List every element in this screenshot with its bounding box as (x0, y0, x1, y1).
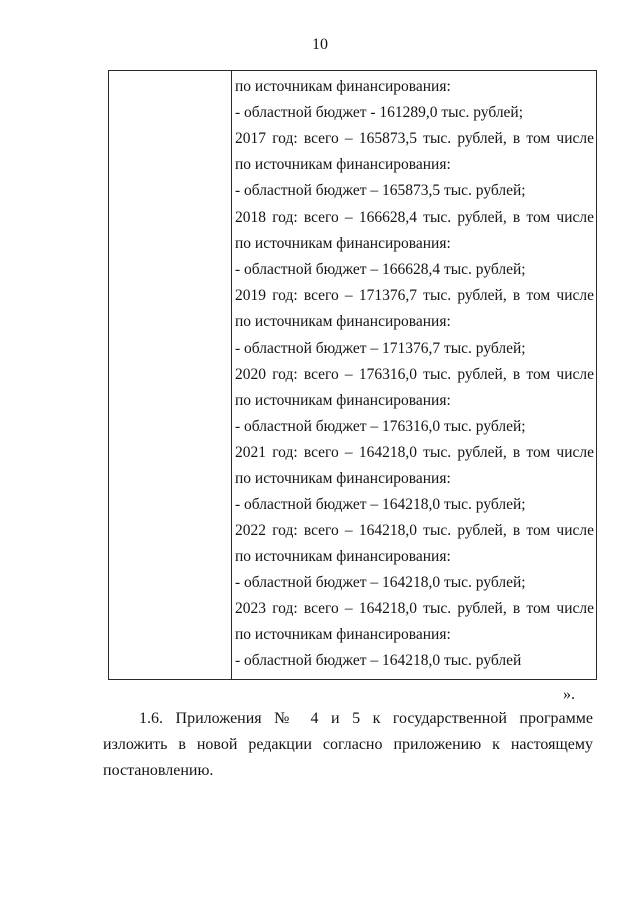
table-line: - областной бюджет – 165873,5 тыс. рублей; (235, 182, 526, 199)
table-line: по источникам финансирования: (235, 392, 451, 409)
table-line: по источникам финансирования: (235, 548, 451, 565)
table-line: - областной бюджет – 164218,0 тыс. рублей (235, 652, 522, 669)
table-left-cell (109, 71, 232, 679)
table-line: по источникам финансирования: (235, 156, 451, 173)
table-line: по источникам финансирования: (235, 626, 451, 643)
table-line: по источникам финансирования: (235, 78, 451, 95)
table-line: 2023 год: всего – 164218,0 тыс. рублей, в том числе (235, 600, 594, 617)
table-line: 2020 год: всего – 176316,0 тыс. рублей, в том числе (235, 366, 594, 383)
funding-table (108, 70, 597, 680)
table-line: 2022 год: всего – 164218,0 тыс. рублей, в том числе (235, 522, 594, 539)
closing-quote: ». (563, 686, 575, 703)
page-number: 10 (312, 36, 328, 53)
table-line: по источникам финансирования: (235, 313, 451, 330)
table-line: по источникам финансирования: (235, 235, 451, 252)
table-line: 2021 год: всего – 164218,0 тыс. рублей, в том числе (235, 444, 594, 461)
paragraph-line: постановлению. (103, 762, 214, 779)
table-line: - областной бюджет – 166628,4 тыс. рублей; (235, 261, 526, 278)
table-line: 2017 год: всего – 165873,5 тыс. рублей, в том числе (235, 130, 594, 147)
table-line: по источникам финансирования: (235, 470, 451, 487)
table-right-cell (231, 71, 596, 679)
table-line: - областной бюджет – 171376,7 тыс. рублей; (235, 340, 526, 357)
table-line: - областной бюджет – 164218,0 тыс. рублей; (235, 496, 526, 513)
paragraph-line: изложить в новой редакции согласно приложению к настоящему (103, 736, 593, 753)
table-line: 2019 год: всего – 171376,7 тыс. рублей, в том числе (235, 287, 594, 304)
table-line: - областной бюджет – 164218,0 тыс. рублей; (235, 574, 526, 591)
table-line: - областной бюджет – 176316,0 тыс. рублей; (235, 418, 526, 435)
paragraph-line: 1.6. Приложения № 4 и 5 к государственной программе (139, 710, 593, 727)
table-line: - областной бюджет - 161289,0 тыс. рублей; (235, 104, 524, 121)
amendment-paragraph (103, 706, 593, 784)
table-line: 2018 год: всего – 166628,4 тыс. рублей, в том числе (235, 209, 594, 226)
